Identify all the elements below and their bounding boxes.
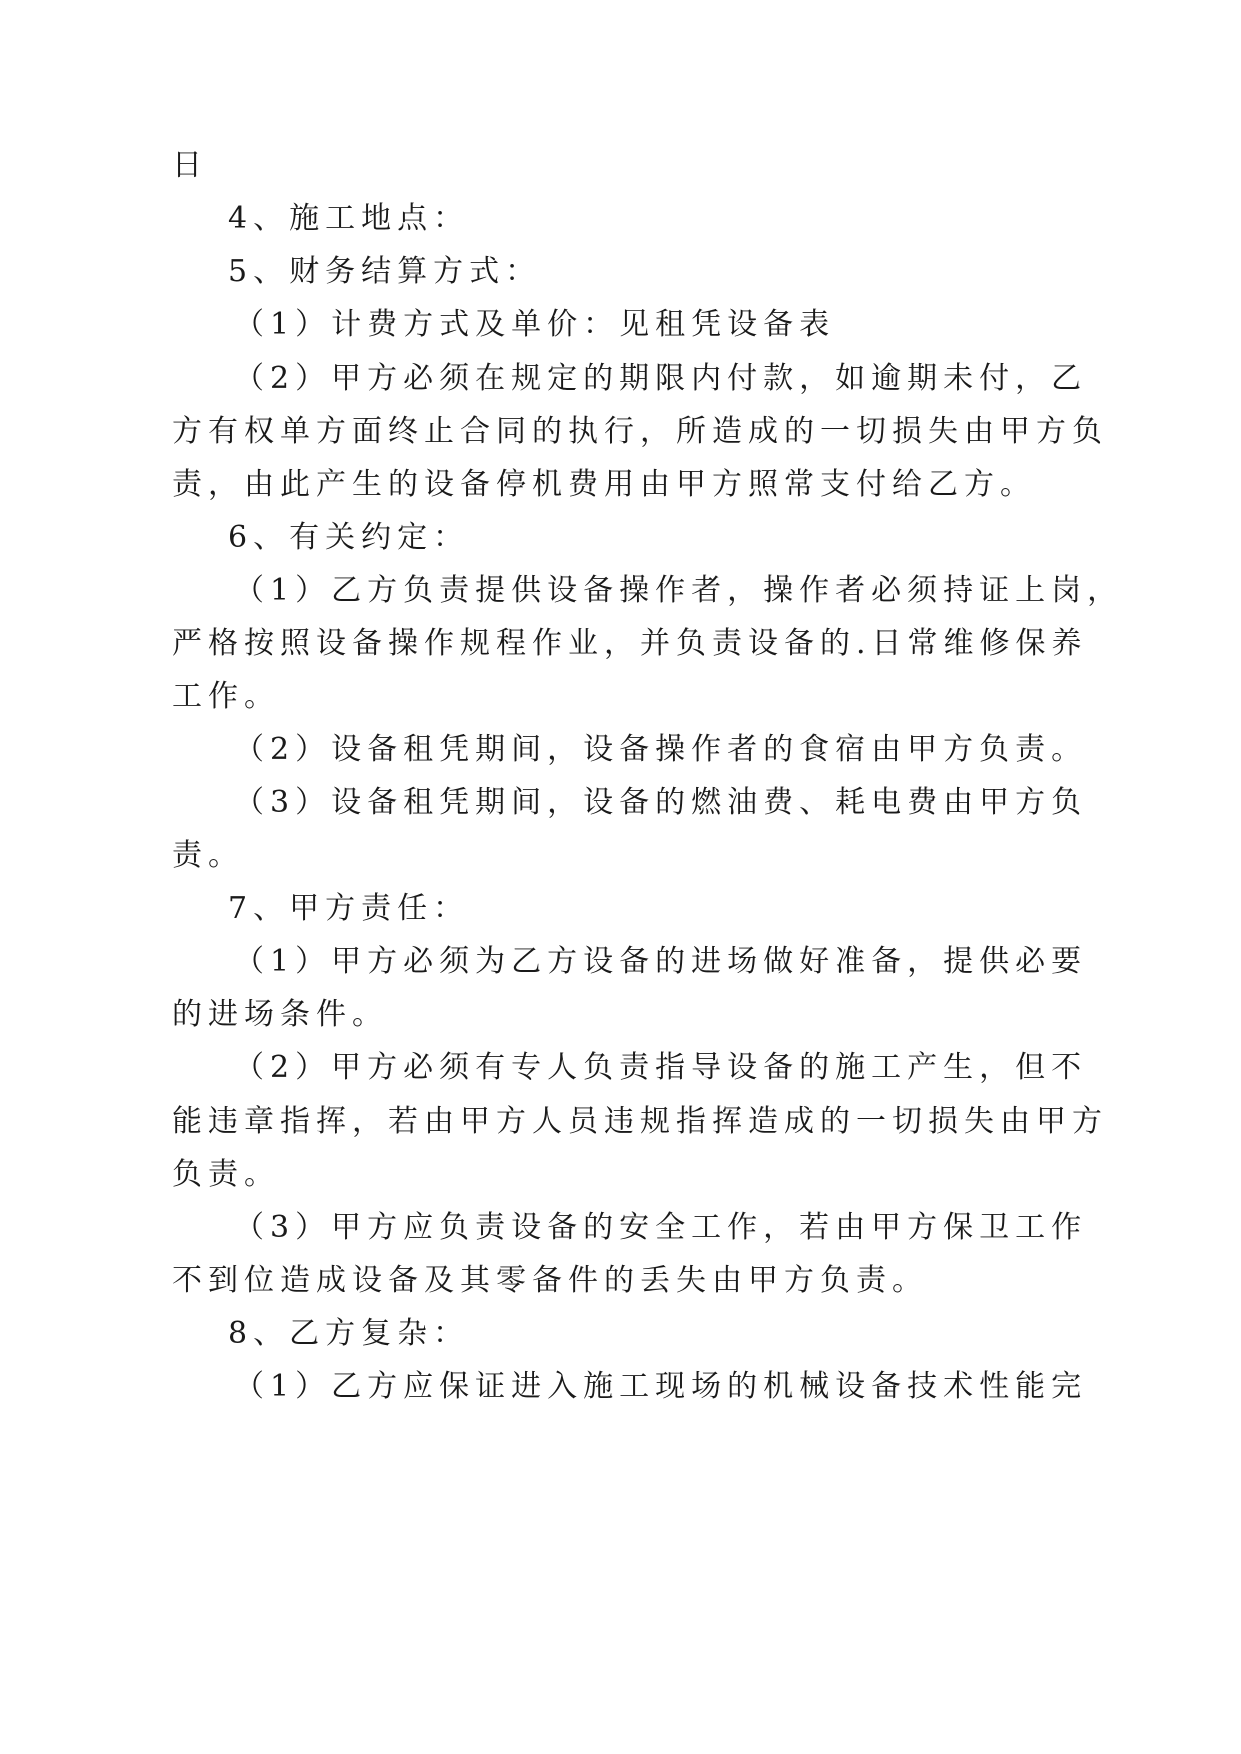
text-line: 负责。 [172, 1157, 280, 1192]
text-line: （2）设备租凭期间，设备操作者的食宿由甲方负责。 [234, 732, 1088, 767]
text-line: （2）甲方必须在规定的期限内付款，如逾期未付，乙 [234, 361, 1088, 396]
text-line: （2）甲方必须有专人负责指导设备的施工产生，但不 [234, 1050, 1088, 1085]
text-line: 严格按照设备操作规程作业，并负责设备的.日常维修保养 [172, 626, 1088, 661]
text-line: 责，由此产生的设备停机费用由甲方照常支付给乙方。 [172, 467, 1036, 502]
text-line: 责。 [172, 838, 244, 873]
section-heading: 6、有关约定： [228, 520, 470, 555]
text-line: （1）甲方必须为乙方设备的进场做好准备，提供必要 [234, 944, 1088, 979]
section-heading: 8、乙方复杂： [228, 1316, 470, 1351]
text-line: 日 [172, 148, 208, 183]
text-line: （3）甲方应负责设备的安全工作，若由甲方保卫工作 [234, 1210, 1088, 1245]
text-line: （3）设备租凭期间，设备的燃油费、耗电费由甲方负 [234, 785, 1088, 820]
text-line: （1）计费方式及单价：见租凭设备表 [234, 307, 836, 342]
text-line: 能违章指挥，若由甲方人员违规指挥造成的一切损失由甲方 [172, 1104, 1108, 1139]
text-line: 方有权单方面终止合同的执行，所造成的一切损失由甲方负 [172, 414, 1108, 449]
text-line: 工作。 [172, 679, 280, 714]
text-line: （1）乙方应保证进入施工现场的机械设备技术性能完 [234, 1369, 1088, 1404]
text-line: 的进场条件。 [172, 997, 388, 1032]
section-heading: 5、财务结算方式： [228, 254, 542, 289]
text-line: （1）乙方负责提供设备操作者，操作者必须持证上岗， [234, 573, 1124, 608]
section-heading: 4、施工地点： [228, 201, 470, 236]
text-line: 不到位造成设备及其零备件的丢失由甲方负责。 [172, 1263, 928, 1298]
section-heading: 7、甲方责任： [228, 891, 470, 926]
